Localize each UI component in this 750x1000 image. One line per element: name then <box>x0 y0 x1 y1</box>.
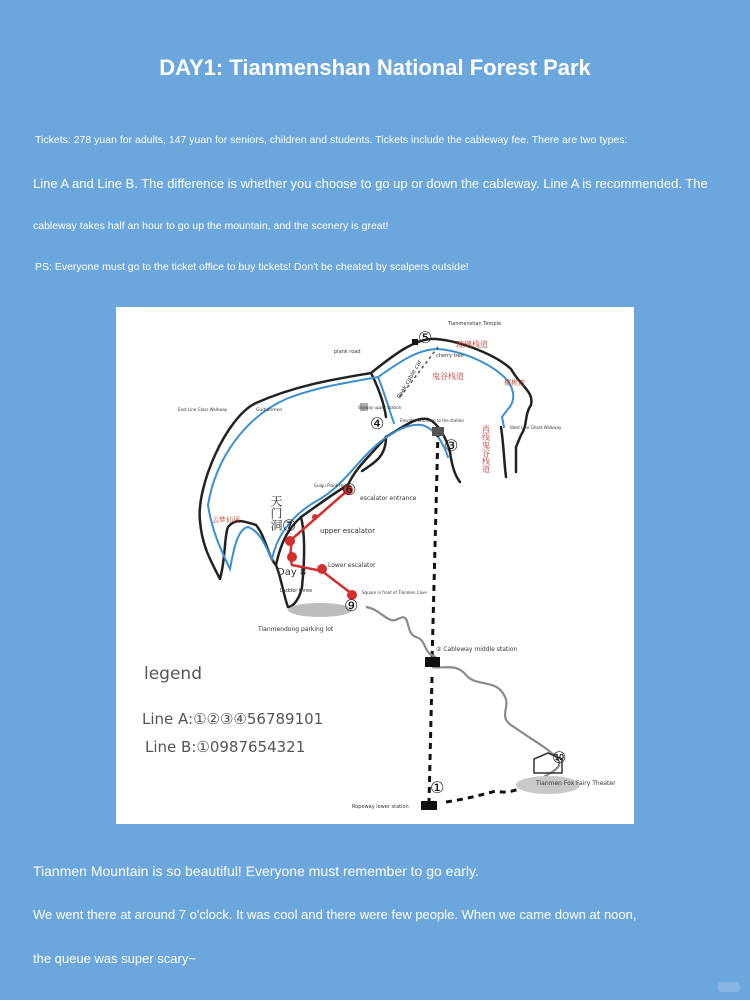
label-ladder: Ladder three <box>280 588 313 594</box>
legend-line-b: Line B:①0987654321 <box>145 738 306 756</box>
label-parking: Tianmendong parking lot <box>258 626 334 633</box>
ticket-info-line-1: Tickets: 278 yuan for adults, 147 yuan for seniors, children and students. Tickets include the cableway fee. There are two types: <box>35 134 628 146</box>
label-upper-escalator: upper escalator <box>320 527 375 535</box>
marker-4: ④ <box>370 414 385 433</box>
marker-3: ③ <box>444 436 459 455</box>
label-lower-escalator: Lower escalator <box>328 562 376 569</box>
label-middle-station: ② Cableway middle station <box>436 646 518 653</box>
marker-1: ① <box>430 778 445 797</box>
middle-station-icon <box>425 657 440 667</box>
ticket-info-line-3: cableway takes half an hour to go up the mountain, and the scenery is great! <box>33 220 389 232</box>
ticket-info-line-2: Line A and Line B. The difference is whether you choose to go up or down the cableway. Line A is recommended. The <box>33 176 708 191</box>
label-escalator-entrance: escalator entrance <box>360 495 417 502</box>
legend-title: legend <box>144 664 202 684</box>
label-guitianmen: Guitianmen <box>256 408 283 413</box>
marker-7: ⑦ <box>282 516 297 535</box>
label-west-walkway: West Line Ghost Walkway <box>510 425 562 430</box>
label-plank-road: plank road <box>334 349 361 355</box>
cn-label-peak: 云梦仙顶 <box>212 516 240 524</box>
red-point-day8 <box>287 552 297 562</box>
cn-label-red-3: 樱桃湾 <box>504 379 525 387</box>
legend-line-a: Line A:①②③④56789101 <box>142 710 324 728</box>
marker-9: ⑨ <box>344 596 359 615</box>
label-square: Square in front of Tianmen Cave <box>362 590 427 595</box>
label-east-walkway: East Line Glass Walkway <box>178 407 228 412</box>
cn-label-west-line: 西线鬼谷栈道 <box>481 425 491 473</box>
marker-5: ⑤ <box>418 328 433 347</box>
watermark-badge <box>718 982 740 992</box>
winding-road <box>366 607 559 777</box>
marker-6: ⑥ <box>342 480 357 499</box>
label-day8: Day 8 <box>277 567 307 578</box>
label-theater: Tianmen Fox Fairy Theater <box>536 780 616 787</box>
label-temple: Tianmenshan Temple <box>448 321 502 327</box>
lower-station-icon <box>421 801 437 810</box>
closing-line-3: the queue was super scary~ <box>33 951 196 966</box>
cn-label-red-2: 鬼谷栈道 <box>432 372 464 381</box>
marker-10: ⑩ <box>552 748 567 767</box>
label-cherry-tree: cherry tree <box>436 353 464 359</box>
closing-line-1: Tianmen Mountain is so beautiful! Everyone must remember to go early. <box>33 863 479 879</box>
cn-label-red-1: 玻璃栈道 <box>456 340 488 349</box>
red-point-upper-escalator <box>285 536 295 546</box>
closing-line-2: We went there at around 7 o'clock. It was cool and there were few people. When we came down at noon, <box>33 907 637 922</box>
label-guigu: Guigu Plank Road <box>314 483 350 488</box>
cn-label-tianmen: 天门洞 <box>269 495 283 531</box>
parking-lot-shape <box>288 603 352 617</box>
label-lower-station: Ropeway lower station <box>352 804 409 810</box>
page-title: DAY1: Tianmenshan National Forest Park <box>159 55 591 80</box>
red-point-lower-escalator <box>317 564 327 574</box>
red-route <box>290 490 356 597</box>
label-cable-terminal: Elevator entrance to the station <box>400 418 464 423</box>
label-peak-cable-car: Peak cable car <box>395 358 424 400</box>
upper-station-icon <box>432 427 444 436</box>
label-upper-station: Skyway upper station <box>358 405 402 410</box>
walkway-route <box>208 349 513 569</box>
park-route-map <box>116 307 634 824</box>
cableway-line <box>429 431 536 802</box>
ps-note: PS: Everyone must go to the ticket office to buy tickets! Don't be cheated by scalpers outside! <box>35 261 469 273</box>
